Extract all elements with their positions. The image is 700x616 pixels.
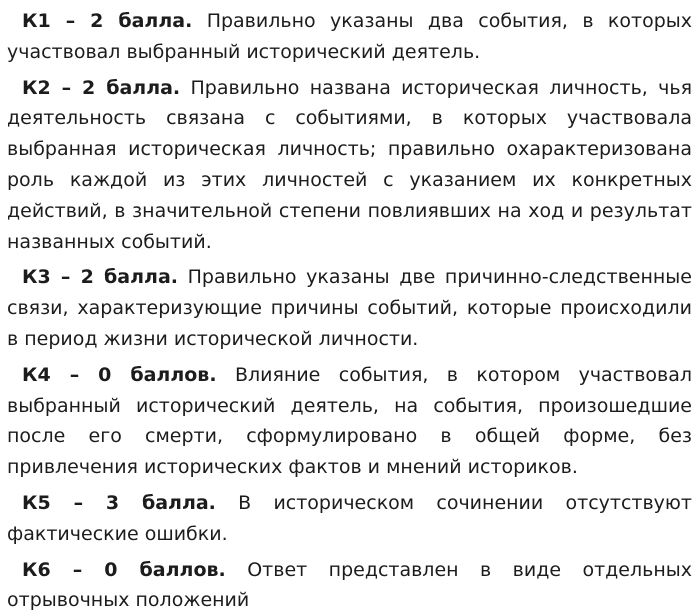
criterion-label: К1 – 2 балла. <box>22 10 193 32</box>
criterion-k2 <box>7 73 692 258</box>
criterion-label: К5 – 3 балла. <box>22 491 216 514</box>
criterion-k1 <box>7 6 692 68</box>
criterion-label: К2 – 2 балла. <box>22 76 181 99</box>
criterion-k3 <box>7 262 692 354</box>
criterion-text: Правильно указаны две причинно-следственные связи, характеризующие причины событий, которые происходили в период жизни исторической личности. <box>7 266 692 350</box>
criterion-k6 <box>7 555 692 616</box>
criterion-k5 <box>7 488 692 550</box>
criterion-label: К3 – 2 балла. <box>22 266 178 289</box>
criterion-label: К4 – 0 баллов. <box>22 363 217 386</box>
criterion-text: Правильно названа историческая личность, чья деятельность связана с событиями, в которых участвовала выбранная историческая личность; правильно охарактеризована роль каждой из этих личностей с указанием их конкретных действий, в значительной степени повлиявших на ход и результат названных событий. <box>7 76 692 253</box>
criterion-text: Ответ представлен в виде отдельных отрывочных положений <box>7 558 693 612</box>
criterion-k4 <box>7 360 692 483</box>
criterion-text: Правильно указаны два события, в которых участвовал выбранный исторический деятель. <box>7 10 692 63</box>
criterion-text: В историческом сочинении отсутствуют фактические ошибки. <box>7 491 692 545</box>
criterion-text: Влияние события, в котором участвовал выбранный исторический деятель, на события, произошедшие после его смерти, сформулировано в общей форме, без привлечения исторических фактов и мнений историков. <box>7 363 693 479</box>
criterion-label: К6 – 0 баллов. <box>22 558 226 581</box>
